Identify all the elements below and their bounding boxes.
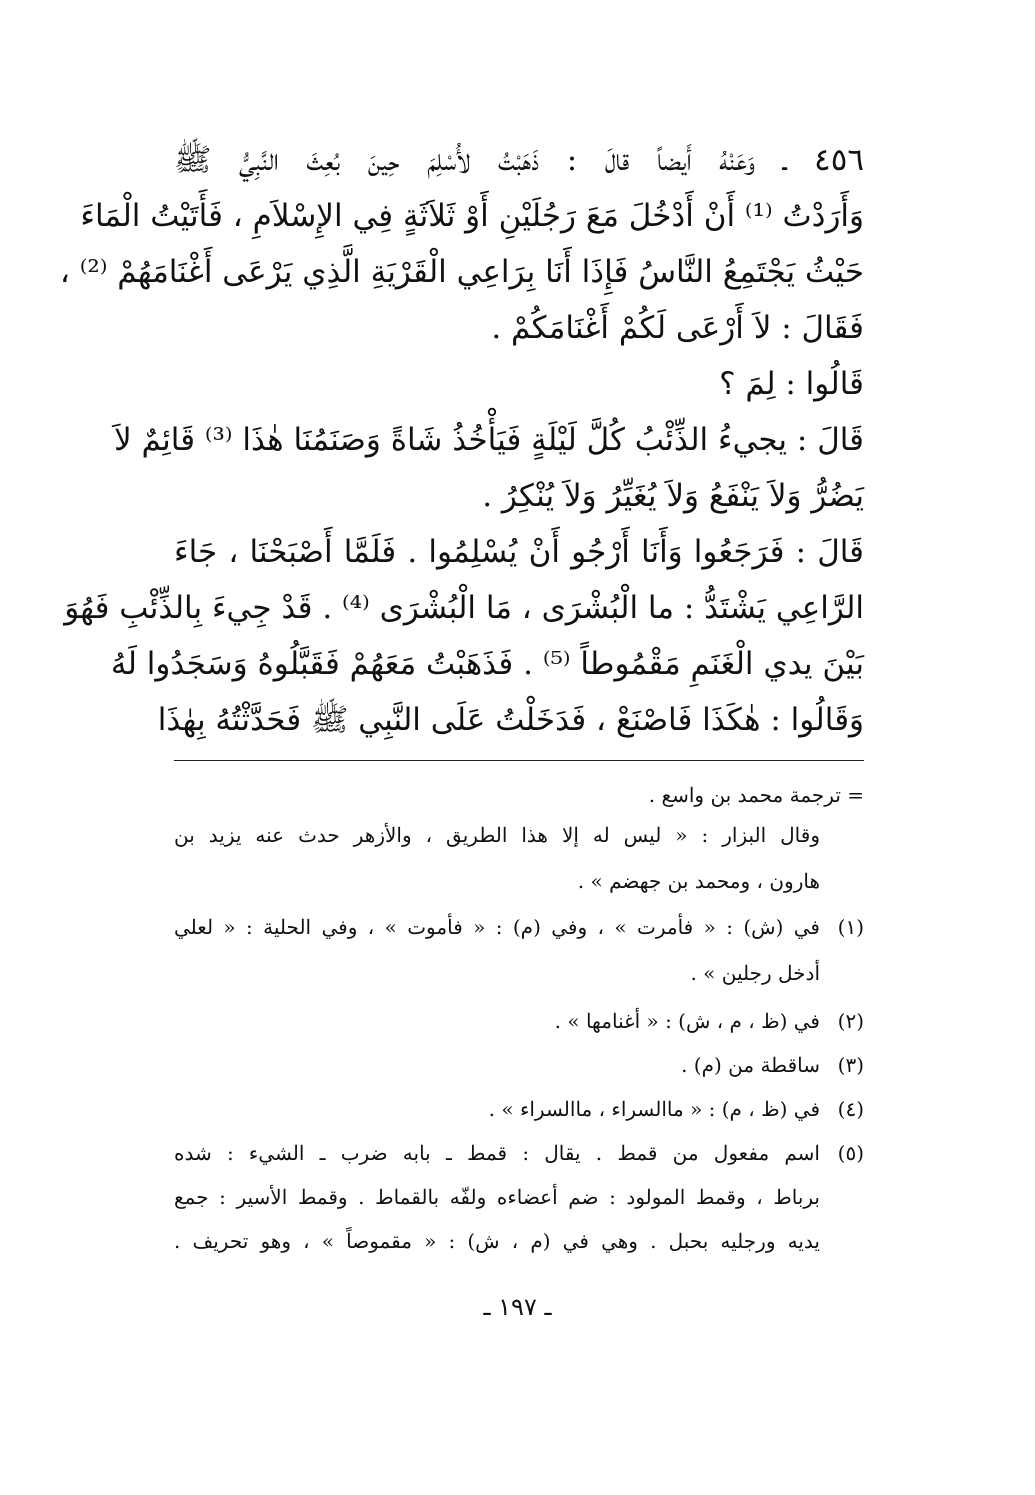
page-number: ـ ١٩٧ ـ — [483, 1293, 552, 1321]
footnote-text: ساقطة من (م) . — [681, 1053, 820, 1077]
hadith-line: قَالُوا : لِمَ ؟ — [719, 366, 864, 402]
hadith-line: ٤٥٦ ـ وَعَنْهُ أَيضاً قالَ : ذَهَبْتُ لأُسْلِمَ حِينَ بُعِثَ النَّبِيُّ ﷺ — [174, 142, 864, 178]
footnote-text: في (ظ ، م) : « ماالسراء ، ماالسراء » . — [488, 1097, 820, 1121]
footnote-number: (٥) — [837, 1141, 864, 1165]
hadith-line: وَأَرَدْتُ ⁽¹⁾ أَنْ أَدْخُلَ مَعَ رَجُلَيْنِ أَوْ ثَلاَثَةٍ فِي الإِسْلاَمِ ، فَأَتَيْتُ الْمَاءَ — [80, 198, 864, 234]
footnote-separator — [174, 760, 864, 761]
footnote-5 — [174, 1136, 864, 1170]
footnote-text: أدخل رجلين » . — [690, 961, 820, 985]
footnote-number: (٤) — [837, 1097, 864, 1121]
footnote-1 — [174, 910, 864, 944]
hadith-line: قَالَ : فَرَجَعُوا وَأَنَا أَرْجُو أَنْ يُسْلِمُوا . فَلَمَّا أَصْبَحْنَا ، جَاءَ — [174, 534, 864, 570]
footnote-4 — [174, 1092, 864, 1126]
footnote-2 — [174, 1004, 864, 1038]
hadith-line: قَالَ : يجيءُ الذِّئْبُ كُلَّ لَيْلَةٍ فَيَأْخُذُ شَاةً وَصَنَمُنَا هٰذَا ⁽³⁾ قَائِمٌ لاَ — [113, 422, 864, 458]
footnote-text: في (ش) : « فأمرت » ، وفي (م) : « فأموت » ، وفي الحلية : « لعلي — [174, 915, 820, 939]
hadith-line: يَضُرُّ وَلاَ يَنْفَعُ وَلاَ يُغَيِّرُ وَلاَ يُنْكِرُ . — [482, 478, 864, 514]
footnote-5-continued — [174, 1224, 864, 1258]
hadith-line: فَقَالَ : لاَ أَرْعَى لَكُمْ أَغْنَامَكُمْ . — [491, 310, 864, 346]
footnote-3 — [174, 1048, 864, 1082]
footnote-text: في (ظ ، م ، ش) : « أغنامها » . — [554, 1009, 820, 1033]
footnote-number: (٢) — [837, 1009, 864, 1033]
footnote-continuation-line: وقال البزار : « ليس له إلا هذا الطريق ، والأزهر حدث عنه يزيد بن — [174, 823, 820, 847]
hadith-line: بَيْنَ يدي الْغَنَمِ مَقْمُوطاً ⁽⁵⁾ . فَذَهَبْتُ مَعَهُمْ فَقَبَّلُوهُ وَسَجَدُوا لَهُ — [110, 646, 864, 682]
footnote-text: برباط ، وقمط المولود : ضم أعضاءه ولفّه بالقماط . وقمط الأسير : جمع — [174, 1185, 820, 1209]
footnote-text: اسم مفعول من قمط . يقال : قمط ـ بابه ضرب ـ الشيء : شده — [174, 1141, 820, 1165]
footnote-number: (٣) — [837, 1053, 864, 1077]
footnote-continuation-line: هارون ، ومحمد بن جهضم » . — [577, 869, 820, 893]
footnote-5-continued — [174, 1180, 864, 1214]
hadith-line: حَيْثُ يَجْتَمِعُ النَّاسُ فَإِذَا أَنَا بِرَاعِي الْقَرْيَةِ الَّذِي يَرْعَى أَغْنَامَهُمْ ⁽²⁾ ، — [59, 254, 864, 290]
footnote-text: يديه ورجليه بحبل . وهي في (م ، ش) : « مقموصاً » ، وهو تحريف . — [174, 1229, 820, 1253]
footnote-1-continued — [174, 956, 864, 990]
footnote-continuation-line: = ترجمة محمد بن واسع . — [648, 783, 864, 807]
footnote-number: (١) — [837, 915, 864, 939]
hadith-line: وَقَالُوا : هٰكَذَا فَاصْنَعْ ، فَدَخَلْتُ عَلَى النَّبِي ﷺ فَحَدَّثْتُهُ بِهٰذَا — [157, 702, 864, 738]
hadith-line: الرَّاعِي يَشْتَدُّ : ما الْبُشْرَى ، مَا الْبُشْرَى ⁽⁴⁾ . قَدْ جِيءَ بِالذِّئْبِ فَهُوَ — [64, 590, 864, 626]
